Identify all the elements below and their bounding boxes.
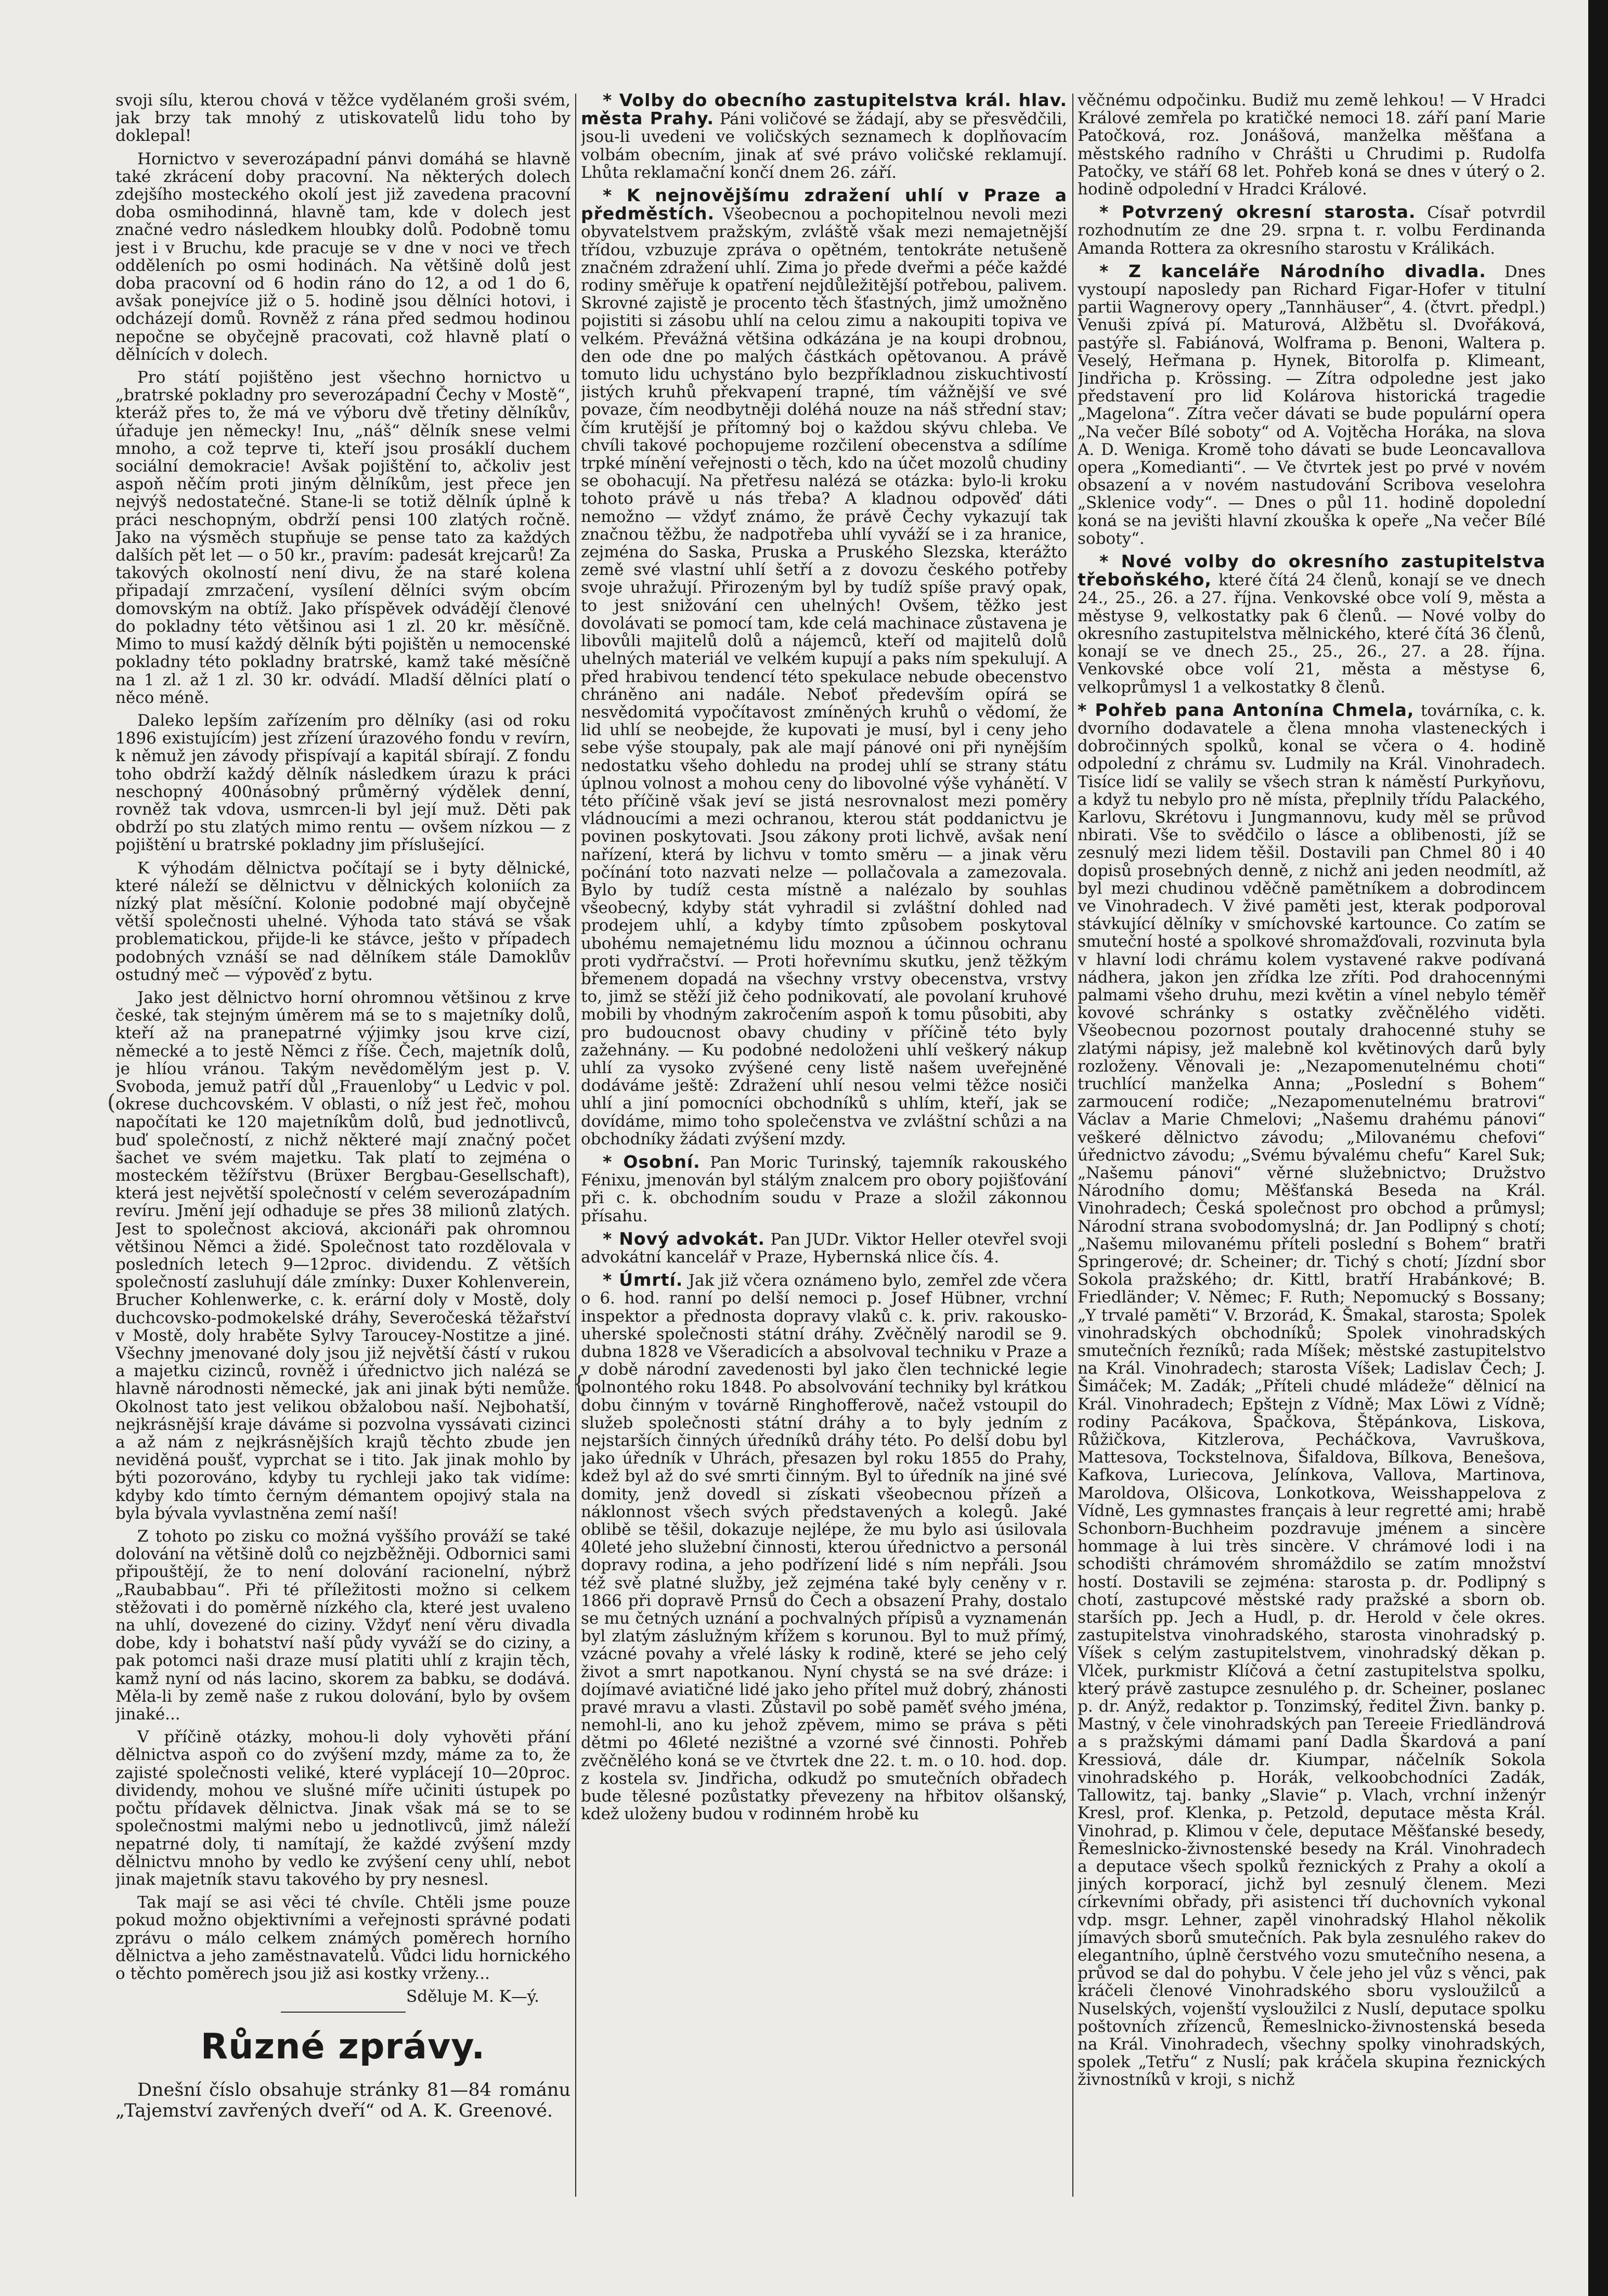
- column-rule: [1072, 94, 1073, 2197]
- paragraph-text: Pan JUDr. Viktor Heller otevřel svoji advokátní kancelář v Praze, Hybernská nlice čís. 4.: [581, 1230, 1067, 1267]
- article-paragraph: [115, 150, 570, 363]
- article-paragraph: [1078, 203, 1546, 257]
- paragraph-text: Sděluje M. K—ý.: [406, 1987, 539, 2006]
- article-paragraph: [115, 2080, 570, 2121]
- news-item-headline: * Úmrtí.: [603, 1270, 683, 1290]
- paragraph-text: Tak mají se asi věci té chvíle. Chtěli jsme pouze pokud možno objektivními a veřejnosti správné podati zprávu o málo celkem známých poměrech horního dělnictva a jeho zaměstnavatelů. Vůdci lidu hornického o těchto poměrech jsou již asi kostky vrženy...: [115, 1893, 570, 1983]
- margin-bracket-mark: (: [107, 1089, 116, 1115]
- news-item-headline: * Osobní.: [603, 1151, 701, 1172]
- paragraph-text: Jak již včera oznámeno bylo, zemřel zde včera o 6. hod. ranní po delší nemoci p. Josef Hübner, vrchní inspektor a přednosta dopravy vlaků c. k. priv. rakousko-uherské společnosti státní dráhy. Zvěčnělý narodil se 9. dubna 1828 ve Všeradicích a absolvoval techniku v Praze a v době národní zavedenosti byl jako člen technické legie polnontého roku 1848. Po absolvování techniky byl krátkou dobu činným v továrně Ringhofferově, načež vstoupil do služeb společnosti státní dráhy a to byly jedním z nejstarších činných úředníků dráhy této. Po delší dobu byl jako úředník v Uhrách, přesazen byl roku 1855 do Prahy, kdež byl až do své smrti činným. Byl to úředník na jiné své domity, jenž dovedl si získati všeobecnou přízeň a náklonnost všech svých představených a kolegů. Jaké oblibě se těšil, dokazuje nejlépe, že mu bylo asi úsilovala 40leté jeho služební činnosti, kterou úřednictvo a personál dopravy rodina, a jeho podřízení lidé s ním nepřáli. Jsou též svě platné služby, jež zejména také byly ceněny v r. 1866 při dopravě Prnsů do Čech a obsazení Prahy, dostalo se mu četných uznání a pochvalných přípisů a vyznamenán byl zlatým záslužným křížem s korunou. Byl to muž přímý, vzácné povahy a vřelé lásky k rodině, které se jeho celý život a smrt napotkanou. Nyní chystá se na své dráze: i dojímavé aviatičné lidé jako jeho přítel muž dobrý, zhánosti pravé mravu a vlasti. Zůstavil po sobě paměť svého jména, nemohl-li, ano ku jehož zpěvem, mimo se práva s pěti dětmi po 46leté nezištné a vzorné své činnosti. Pohřeb zvěčnělého koná se ve čtvrtek dne 22. t. m. o 10. hod. dop. z kostela sv. Jindřicha, odkudž po smutečních obřadech bude tělesné pozůstatky převezeny na hřbitov olšanský, kdež uloženy budou v rodinném hrobě ku: [581, 1271, 1067, 1824]
- news-item-headline: * Pohřeb pana Antonína Chmela,: [1078, 699, 1415, 720]
- article-paragraph: [1078, 92, 1546, 198]
- article-paragraph: [581, 1230, 1067, 1266]
- section-heading: Různé zprávy.: [200, 2026, 486, 2068]
- paragraph-text: Císař potvrdil rozhodnutím ze dne 29. srpna t. r. volbu Ferdinanda Amanda Rottera za okresního starostu v Králikách.: [1078, 203, 1546, 258]
- article-paragraph: [581, 187, 1067, 1148]
- news-item-headline: * Potvrzený okresní starosta.: [1099, 202, 1416, 223]
- article-paragraph: [581, 1271, 1067, 1823]
- paragraph-text: Dnes vystoupí naposledy pan Richard Figar-Hofer v titulní partii Wagnerovy opery „Tannhäuser“, 4. (čtvrt. předpl.) Venuši zpívá pí. Maturová, Alžbětu sl. Dvořáková, pastýře sl. Fabiánová, Wolframa p. Benoni, Waltera p. Veselý, Heřmana p. Hynek, Bitorolfa p. Klimeant, Jindřicha p. Krössing. — Zítra odpoledne jest jako představení pro lid Kolárova historická tragedie „Magelona“. Zítra večer dávati se bude populární opera „Na večer Bílé soboty“ od A. Vojtěcha Horáka, na slova A. D. Weniga. Kromě toho dávati se bude Leoncavallova opera „Komedianti“. — Ve čtvrtek jest po prvé v novém obsazení a v novém nastudování Scribova veselohra „Sklenice vody“. — Dnes o půl 11. hodině dopolední koná se na jevišti hlavní zkouška k opeře „Na večer Bílé soboty“.: [1078, 262, 1546, 548]
- news-item-headline: * K nejnovějšímu zdražení uhlí v Praze a předměstích.: [581, 185, 1067, 224]
- article-paragraph: [581, 1153, 1067, 1225]
- paragraph-text: Hornictvo v severozápadní pánvi domáhá se hlavně také zkrácení doby pracovní. Na některých dolech zdejšího mosteckého okolí jest již zavedena pracovní doba osmihodinná, hlavně tam, kde v dolech jest značné vedro následkem hloubky dolů. Podobně tomu jest i v Bruchu, kde pracuje se v dne v noci ve třech odděleních po osmi hodinách. Na většině dolů jest doba pracovní od 6 hodin ráno do 12, a od 1 do 6, avšak ponejvíce již o 5. hodině jsou dělníci hotovi, i odcházejí domů. Rovněž z rána před sedmou hodinou nepočne se obyčejně pracovati, což hlavně platí o dělnících v dolech.: [115, 149, 570, 364]
- paragraph-text: Páni voličové se žádají, aby se přesvědčili, jsou-li uvedeni ve voličských seznamech k doplňovacím volbám obecním, jinak ať své právo voličské reklamují. Lhůta reklamační končí dnem 26. září.: [581, 110, 1067, 182]
- article-paragraph: [115, 712, 570, 854]
- article-paragraph: [1078, 553, 1546, 696]
- article-paragraph: [1078, 260, 1546, 548]
- paragraph-text: věčnému odpočinku. Budiž mu země lehkou! — V Hradci Králové zemřela po kratičké nemoci 18. září paní Marie Patočková, roz. Jonášová, manželka měšťana a městského radního v Chrášti u Chrudimi p. Rudolfa Patočky, ve stáří 68 let. Pohřeb koná se dnes v úterý o 2. hodině odpolední v Hradci Králové.: [1078, 92, 1546, 199]
- paragraph-text: Daleko lepším zařízením pro dělníky (asi od roku 1896 existujícím) jest zřízení úrazového fondu v revírn, k němuž jen závody přispívají a kapitál sbírají. Z fondu toho obdrží každý dělník následkem úrazu k práci neschopný 400násobný průměrný výdělek denní, rovněž tak vdova, usmrcen-li byl její muž. Děti pak obdrží po stu zlatých mimo rentu — ovšem nízkou — z pojištění u bratrské pokladny jim příslušející.: [115, 711, 570, 855]
- news-item-headline: * Volby do obecního zastupitelstva král. hlav. města Prahy.: [581, 92, 1067, 129]
- paragraph-text: Všeobecnou a pochopitelnou nevoli mezi obyvatelstvem pražským, zvláště však mezi nemajetnější třídou, vzbuzuje zpráva o opětném, tentokráte netušeně značném zdražení uhlí. Zima jo přede dveřmi a péče každé rodiny směřuje k opatření nejdůležitější potřebou, palivem. Skrovné zajistě je procento těch šťastných, jimž umožněno pojistiti si zásobu uhlí na celou zimu a nakoupiti topiva ve velkém. Převážná většina odkázána je na koupi drobnou, den ode dne po malých částkách opětovanou. A právě tomuto lidu uchystáno bylo bezpříkladnou ziskuchtivostí jistých kruhů překvapení trapné, tím vážnější ve své povaze, čím neodbytněji doléhá nouze na náš střední stav; čím krutější je přítomný boj o každou skývu chleba. Ve chvíli takové pochopujeme rozčilení obecenstva a sdílíme trpké mínění veřejnosti o těch, kdo na účet mozolů chudiny se obohacují. Na přetřesu nalézá se otázka: bylo-li kroku tohoto právě u nás třeba? A kladnou odpověď dáti nemožno — vždyť známo, že právě Čechy vykazují tak značnou těžbu, že nadpotřeba uhlí vyváží se i za hranice, zejména do Saska, Pruska a Pruského Slezska, kterážto země své vlastní uhlí šetří a z dovozu českého potřeby svoje uhražují. Přirozeným byl by tudíž spíše pravý opak, to jest snižování cen uhelných! Ovšem, těžko jest dovolávati se pomocí tam, kde celá machinace zůstavena je libovůli majitelů dolů a nájemců, kteří od majitelů dolů uhelných materiál ve velkém kupují a paks ním spekulují. A před hrabivou tendencí této spekulace nebude obecenstvo chráněno ani nadále. Neboť především opírá se nesvědomitá vypočítavost zmíněných kruhů o vědomí, že lid uhlí se neobejde, že kupovati je musí, byl i ceny jeho sebe výše stoupaly, pak ale mají pánové oni při nynějším nedostatku všeho dohledu na prodej uhlí se strany státu úplnou volnost a mohou ceny do libovolné výše vyhánětí. V této příčině však jeví se jistá nesrovnalost mezi poměry vládnoucími a mezi ochranou, kterou stát poddanictvu je povinen poskytovati. Jsou zákony proti lichvě, avšak není nařízení, která by lichvu v tomto směru — a jinak věru počínání toto nazvati nelze — pollačovala a zamezovala. Bylo by tudíž cesta místně a nalézalo by souhlas všeobecný, kdyby stát vyhradil si zvláštní dohled nad prodejem uhlí, a kdyby tímto způsobem poskytoval ubohému nemajetnému lidu moznou a účinnou ochranu proti vydřračství. — Proti hořevnímu skutku, jenž těžkým břemenem dopadá na všechny vrstvy obecenstva, vrstvy to, jimž se stěží již čeho podnikovatí, ale povolaní kruhové mobili by vhodným zakročením aspoň k tomu působiti, aby pro budoucnost obavy chudiny v příčině této byly zažehnány. — Ku podobné nedoloženi uhlí veškerý nákup uhlí za vysoko zvýšené ceny listě našem uveřejněné dodáváme ještě: Zdražení uhlí nesou velmi těžce nosiči uhlí a jiní pomocníci obchodníků s uhlím, kteří, jak se dovídáme, mimo toho společenstva ve zvláštní schůzi a na obchodníky žádati zvýšení mzdy.: [581, 205, 1067, 1149]
- paragraph-text: Jako jest dělnictvo horní ohromnou většinou z krve české, tak stejným úměrem má se to s majetníky dolů, kteří až na pranepatrné výjimky jsou krve cizí, německé a to jestě Němci z říše. Čech, majetník dolů, je hlíou vránou. Takým nevědomělým jest p. V. Svoboda, jemuž patří důl „Frauenloby“ u Ledvic v pol. okrese duchcovském. V oblasti, o níž jest řeč, mohou napočítati ke 120 majetníkům dolů, bud jednotlivců, buď společností, z nichž některé mají značný počet šachet ve svém majetku. Tak platí to zejména o mosteckém těžířstvu (Brüxer Bergbau-Gesellschaft), která jest největší společností v celém severozápadním revíru. Jmění její odhaduje se přes 38 milionů zlatých. Jest to společnost akciová, akcionáři pak ohromnou většinou Němci a židé. Společnost tato rozdělovala v posledních letech 9—12proc. dividendu. Z větších společností zasluhují dále zmínky: Duxer Kohlenverein, Brucher Kohlenwerke, c. k. erární doly v Mostě, doly duchcovsko-podmokelské dráhy, Severočeská těžařství v Mostě, doly hraběte Sylvy Taroucey-Nostitze a jiné. Všechny jmenované doly jsou již největší částí v rukou a majetku cizinců, rovněž i úřednictvo jich nalézá se hlavně národnosti německé, jak ani jinak býti nemůže. Okolnost tato jest velikou obžalobou naší. Nejbohatší, nejkrásnější kraje dáváme si pozvolna vyssávati cizinci a až nám z nejkrásnějších krajů těchto zbude jen neviděná poušť, vyprchat se i tito. Jak jinak mohlo by býti pozorováno, kdyby tu rychleji jako tak vidíme: kdyby kdo tímto černým démantem opojivý stala na byla bývala vyvlastněna zemí naší!: [115, 988, 570, 1523]
- article-paragraph: [115, 369, 570, 707]
- article-paragraph: [115, 1728, 570, 1888]
- margin-bracket-mark: {: [572, 1371, 586, 1396]
- paragraph-text: továrníka, c. k. dvorního dodavatele a člena mnoha vlasteneckých i dobročinných spolků, konal se včera o 4. hodině odpolední z chrámu sv. Ludmily na Král. Vinohradech. Tisíce lidí se valily se všech stran k náměstí Purkyňovu, a když tu nebylo pro ně místa, přeplnily třídu Palackého, Karlovu, Skrétovu i Jungmannovu, kudy měl se průvod nbirati. Vše to svědčilo o lásce a oblibenosti, jíž se zesnulý mezi lidem těšil. Dostavili pan Chmel 80 i 40 dopisů prosebných denně, z nichž ani jeden neodmítl, až byl mezi chudinou vděčně pamětníkem a dobrodincem ve Vinohradech. V živé paměti jest, kterak podporoval stávkující dělníky v smíchovské kartounce. Co zatím se smuteční hosté a spolkové shromažďovali, rozvinuta byla v hlavní lodi chrámu kolem vystavené rakve podívaná nádhera, jakon jen zřídka lze zříti. Pod drahocennými palmami všeho druhu, mezi květin a vínel nebylo téměř kovové schránky s ostatky zvěčnělého viděti. Všeobecnou pozornost poutaly drahocenné stuhy se zlatými nápisy, jež malebně kol květinových darů byly rozloženy. Věnovali je: „Nezapomenutelnému choti“ truchlící manželka Anna; „Poslední s Bohem“ zarmoucení rodiče; „Nezapomenutelnému bratrovi“ Václav a Marie Chmelovi; „Našemu drahému pánovi“ veškeré dělnictvo závodu; „Milovanému chefovi“ úřednictvo závodu; „Svému bývalému chefu“ Karel Suk; „Našemu pánovi“ věrné služebnictvo; Družstvo Národního domu; Měšťanská Beseda na Král. Vinohradech; Česká společnost pro obchod a průmysl; Národní strana svobodomyslná; dr. Jan Podlipný s chotí; „Našemu milovanému příteli poslední s Bohem“ bratři Springerové; dr. Scheiner; dr. Tichý s chotí; Jízdní sbor Sokola pražského; dr. Kittl, bratří Hrabánkové; B. Friedländer; V. Němec; F. Ruth; Nepomucký s Bossany; „Y trvalé paměti“ V. Brzorád, K. Šmakal, starosta; Spolek vinohradských obchodníků; Spolek vinohradských smutečních řezníků; rada Míšek; městské zastupitelstvo na Král. Vinohradech; starosta Víšek; Ladislav Čech; J. Šimáček; M. Zadák; „Příteli chudé mládeže“ dělnicí na Král. Vinohradech; Epštejn z Vídně; Max Löwi z Vídně; rodiny Pacákova, Špačkova, Štěpánkova, Liskova, Růžičkova, Kitzlerova, Pecháčkova, Vavruškova, Mattesova, Tockstelnova, Šifaldova, Bílkova, Benešova, Kafkova, Luriecova, Jelínkova, Vallova, Martinova, Maroldova, Olšicova, Lonkotkova, Weisshappelova z Vídně, Les gymnastes français à leur regretté ami; hrabě Schonborn-Buchheim pozdravuje jménem a sincère hommage à lui très sincère. V chrámové lodi i na schodišti chrámovém shromáždilo se zatím množství hostí. Dostavili se zejména: starosta p. dr. Podlipný s chotí, zastupcové městské rady pražské a sborn ob. starších pp. Jech a Hudl, p. dr. Herold v čele okres. zastupitelstva vinohradského, starosta vinohradský p. Víšek s celým zastupitelstvem, vinohradský děkan p. Vlček, purkmistr Klíčová a četní zastupitelstva spolku, který právě zastupce zesnulého p. dr. Scheiner, poslanec p. dr. Anýž, redaktor p. Tonzimský, ředitel Živn. banky p. Mastný, v čele vinohradských pan Tereeie Friedländrová a s pražskými dámami paní Dadla Škardová a paní Kressiová, dále dr. Kiumpar, náčelník Sokola vinohradského p. Horák, velkoobchodníci Zadák, Tallowitz, taj. banky „Slavie“ p. Vlach, vrchní inženýr Kresl, prof. Klenka, p. Petzold, deputace města Král. Vinohrad, p. Klimou v čele, deputace Měšťanské besedy, Řemeslnicko-živnostenské besedy na Král. Vinohradech a deputace všech spolků řeznických z Prahy a okolí a jiných korporací, jichž byl zesnulý členem. Mezi církevními obřady, při asistenci tří duchovních vykonal vdp. msgr. Lehner, zapěl vinohradský Hlahol několik jímavých sborů smutečních. Pak byla zesnulého rakev do elegantního, úplně čerstvého vozu smutečního nesena, a průvod se dal do pohybu. V čele jeho jel vůz s věnci, pak kráčeli členové Vinohradského sboru vysloužilců a Nuselských, vojenští vysloužilci z Nuslí, deputace spolku poštovních zřízenců, Řemeslnicko-živnostenská beseda na Král. Vinohradech, všechny spolky vinohradských, spolek „Tetřu“ z Nuslí; pak kráčela skupina řeznických živnostníků v kroji, s nichž: [1078, 701, 1546, 2090]
- paragraph-text: Dnešní číslo obsahuje stránky 81—84 románu „Tajemství zavřených dveří“ od A. K. Greenové.: [115, 2080, 570, 2122]
- column-rule: [575, 94, 576, 2197]
- paragraph-text: V příčině otázky, mohou-li doly vyhověti přání dělnictva aspoň co do zvýšení mzdy, máme za to, že zajisté společnosti veliké, které vyplácejí 10—20proc. dividendy, mohou ve slušné míře učiniti ústupek po počtu přídavek dělnictva. Jinak však má se to se společnostmi malými nebo u jednotlivců, jimž náleží nepatrné doly, ti namítají, že každé zvýšení mzdy dělnictvu mnoho by vedlo ke zvýšení ceny uhlí, nebot jinak majetník stavu takového by pry nesnesl.: [115, 1728, 570, 1889]
- article-paragraph: [115, 1528, 570, 1723]
- article-paragraph: [115, 989, 570, 1522]
- column-right: [1078, 92, 1546, 2197]
- article-paragraph: [115, 1894, 570, 1982]
- section-divider: [281, 2012, 406, 2013]
- paragraph-text: svoji sílu, kterou chová v těžce vydělaném groši svém, jak brzy tak mnohý z utiskovatelů lidu toho by doklepal!: [115, 92, 570, 146]
- article-signature: [115, 1988, 570, 2005]
- binding-edge: [1588, 0, 1608, 2296]
- paragraph-text: Pan Moric Turinský, tajemník rakouského Fénixu, jmenován byl stálým znalcem pro obory pojišťování při c. k. obchodním soudu v Praze a složil zákonnou přísahu.: [581, 1153, 1067, 1225]
- news-item-headline: * Nový advokát.: [603, 1228, 766, 1249]
- column-left: [115, 92, 570, 2197]
- column-middle: [581, 92, 1067, 2197]
- paragraph-text: Z tohoto po zisku co možná vyššího prováží se také dolování na většině dolů co nejzběžněji. Odbornici sami připouštějí, že to není dolování racionelní, nýbrž „Raubabbau“. Při té příležitosti možno si celkem stěžovati i do poměrně nízkého cla, které jest uvaleno na uhlí, dovezené do ciziny. Vždyť není věru divadla dobe, kdy i bohatství naší půdy vyváží se do ciziny, a pak potomci naši draze musí platiti uhlí z krajin těch, kamž nyní od nás lacino, skorem za babku, se dodává. Měla-li by země naše z rukou dolování, bylo by ovšem jinaké...: [115, 1527, 570, 1724]
- article-paragraph: [1078, 701, 1546, 2089]
- paragraph-text: které čítá 24 členů, konají se ve dnech 24., 25., 26. a 27. října. Venkovské obce volí 9, města a městyse 9, velkostatky pak 6 členů. — Nové volby do okresního zastupitelstva mělnického, které čítá 36 členů, konají se ve dnech 25., 25., 26., 27. a 28. října. Venkovské obce volí 21, města a městyse 6, velkoprůmysl 1 a velkostatky 8 členů.: [1078, 571, 1546, 697]
- article-paragraph: [115, 859, 570, 984]
- news-item-headline: * Z kanceláře Národního divadla.: [1099, 260, 1486, 281]
- news-item-headline: * Nové volby do okresního zastupitelstva třeboňského,: [1078, 551, 1546, 590]
- article-paragraph: [115, 92, 570, 145]
- article-paragraph: [581, 92, 1067, 181]
- paragraph-text: K výhodám dělnictva počítají se i byty dělnické, které náleží se dělnictvu v dělnických koloniích za nízký plat měsíční. Kolonie podobné mají obyčejně větší společnosti uhelné. Výhoda tato stává se však problematickou, přijde-li ke stávce, ješto v případech podobných vznáší se nad dělníkem stále Damoklův ostudný meč — výpověď z bytu.: [115, 858, 570, 984]
- paragraph-text: Pro státí pojištěno jest všechno hornictvo u „bratrské pokladny pro severozápadní Čechy v Mostě“, kteráž přes to, že má ve výboru dvě třetiny dělníkův, úřaduje jen německy! Inu, „náš“ dělník snese velmi mnoho, a což teprve ti, kteří jsou prosáklí duchem sociální demokracie! Avšak pojištění to, ačkoliv jest aspoň něčím proti jiným dělníkům, jest přece jen nejvýš nedostatečné. Stane-li se totiž dělník úplně k práci neschopným, obdrží pensi 100 zlatých ročně. Jako na výsměch stupňuje se pense tato za každých dalších pět let — o 50 kr., pravím: padesát krejcarů! Za takových okolností není divu, že na staré kolena připadají zmrzačení, vysílení dělníci svým obcím domovským na obtíž. Jako příspěvek odvádějí členové do pokladny této většinou asi 1 zl. 20 kr. měsíčně. Mimo to musí každý dělník býti pojištěn u nemocenské pokladny této pokladny bratrské, kamž také měsíčně na 1 zl. až 1 zl. 30 kr. odvádí. Mladší dělníci platí o něco méně.: [115, 368, 570, 707]
